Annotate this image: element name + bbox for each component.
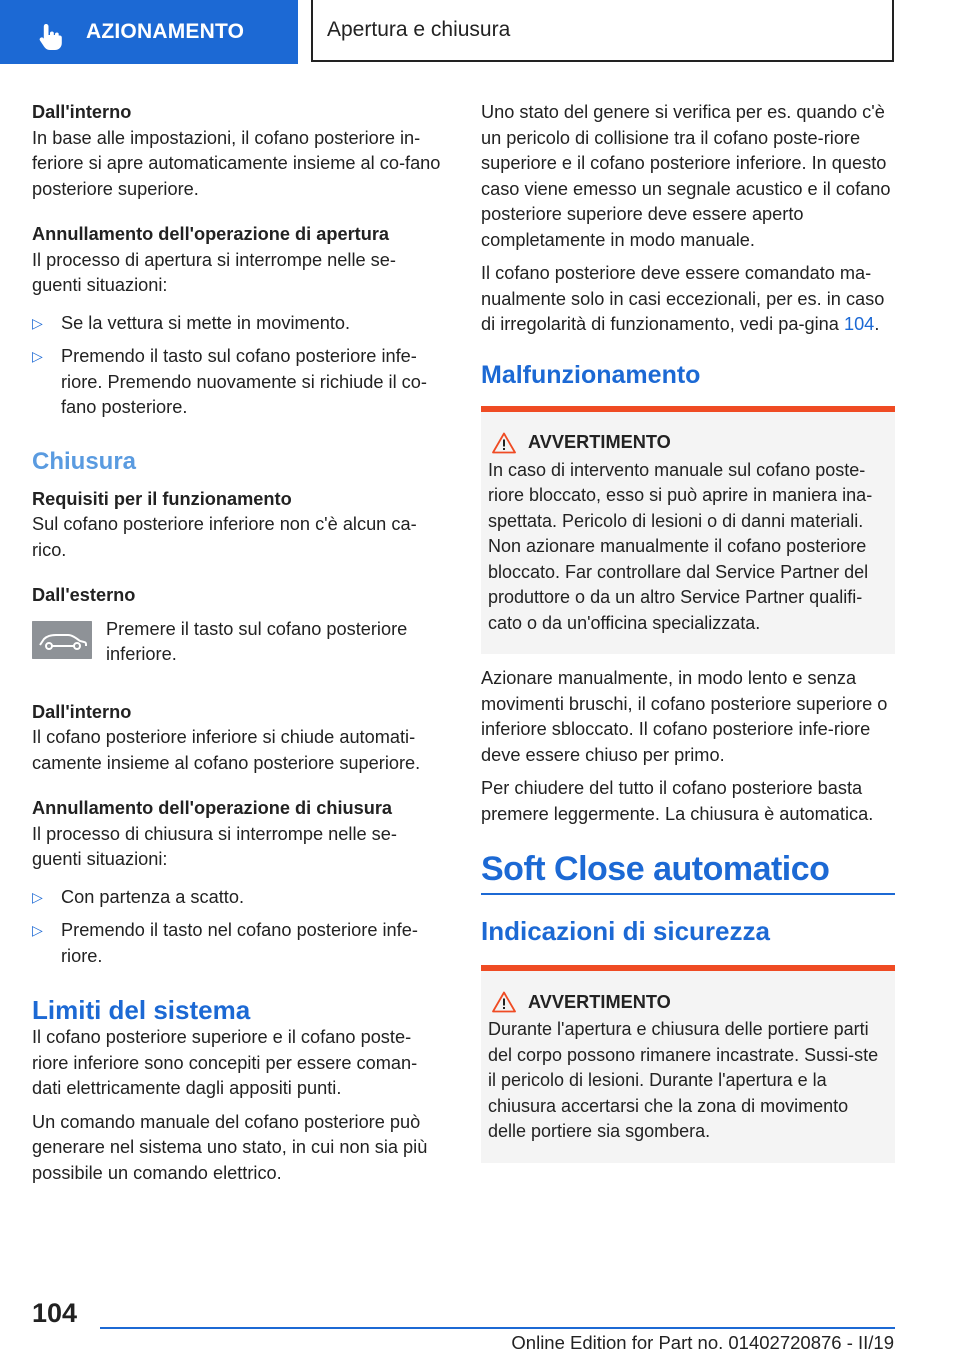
section-title: Apertura e chiusura	[327, 18, 511, 41]
paragraph: Uno stato del genere si verifica per es. quando c'è un pericolo di collisione tra il cofano poste-riore superiore e il cofano posteriore inferiore. In questo caso viene emesso un segnale acustico e il cofano posteriore superiore deve essere aperto completamente in modo manuale.	[481, 102, 891, 250]
subheading-from-outside: Dall'esterno	[32, 585, 136, 605]
triangle-bullet-icon: ▷	[32, 348, 43, 364]
right-column	[481, 100, 895, 1163]
paragraph: Il cofano posteriore inferiore si chiude automati-camente insieme al cofano posteriore superiore.	[32, 727, 421, 773]
warning-triangle-icon	[492, 991, 516, 1013]
subheading-from-inside: Dall'interno	[32, 102, 132, 122]
page-link[interactable]: 104	[843, 314, 875, 334]
warning-box	[481, 965, 895, 1163]
section-header	[311, 0, 894, 62]
subheading-cancel-opening: Annullamento dell'operazione di apertura	[32, 224, 390, 244]
paragraph: Il cofano posteriore deve essere comandato ma-nualmente solo in casi eccezionali, per es. in caso di irregolarità di funzionamento, vedi pa-gina 104.	[481, 263, 885, 334]
subheading-requirements: Requisiti per il funzionamento	[32, 488, 292, 509]
warning-box	[481, 406, 895, 655]
paragraph: In base alle impostazioni, il cofano posteriore in-feriore si apre automaticamente insieme al co-fano posteriore superiore.	[32, 127, 441, 199]
list-item: ▷ Se la vettura si mette in movimento.	[32, 311, 444, 337]
footer-divider	[100, 1327, 895, 1329]
warning-title: AVVERTIMENTO	[492, 991, 887, 1013]
warning-title: AVVERTIMENTO	[492, 432, 887, 454]
paragraph: Per chiudere del tutto il cofano posteriore basta premere leggermente. La chiusura è automatica.	[481, 778, 874, 824]
triangle-bullet-icon: ▷	[32, 922, 43, 938]
paragraph: Un comando manuale del cofano posteriore può generare nel sistema uno stato, in cui non sia più possibile un comando elettrico.	[32, 1111, 428, 1183]
subheading-from-inside-2: Dall'interno	[32, 701, 132, 722]
triangle-bullet-icon: ▷	[32, 314, 43, 331]
paragraph: Il cofano posteriore superiore e il cofano poste-riore inferiore sono concepiti per essere coman-dati elettricamente dagli appositi punti.	[32, 1027, 418, 1098]
list-item: ▷ Con partenza a scatto.	[32, 885, 444, 911]
edition-text: Online Edition for Part no. 01402720876 - II/19	[511, 1332, 894, 1353]
chapter-tab[interactable]	[0, 0, 298, 64]
subheading-cancel-closing: Annullamento dell'operazione di chiusura	[32, 798, 393, 818]
section-heading-soft-close: Soft Close automatico	[481, 849, 895, 895]
section-heading-sicurezza: Indicazioni di sicurezza	[481, 916, 770, 946]
paragraph: Il processo di apertura si interrompe nelle se-guenti situazioni:	[32, 249, 396, 295]
warning-text: Durante l'apertura e chiusura delle portiere parti del corpo possono rimanere incastrate. Sussi-ste il pericolo di lesioni. Durante l'apertura e la chiusura accertarsi che la zona di movimento delle portiere sia sgombera.	[488, 1019, 879, 1141]
chapter-label: AZIONAMENTO	[86, 20, 245, 43]
section-heading-malfunzionamento: Malfunzionamento	[481, 360, 701, 389]
list-item: ▷ Premendo il tasto sul cofano posteriore infe-riore. Premendo nuovamente si richiude il co-fano posteriore.	[32, 344, 444, 421]
warning-triangle-icon	[492, 432, 516, 454]
left-column	[32, 100, 444, 1186]
hand-pointer-icon	[36, 22, 66, 52]
page-number: 104	[32, 1298, 78, 1328]
list-item: ▷ Premendo il tasto nel cofano posteriore infe-riore.	[32, 918, 444, 969]
section-heading-limiti: Limiti del sistema	[32, 995, 251, 1025]
car-tailgate-button-icon	[32, 621, 92, 659]
triangle-bullet-icon: ▷	[32, 888, 43, 905]
warning-text: In caso di intervento manuale sul cofano poste-riore bloccato, esso si può aprire in maniera ina-spettata. Pericolo di lesioni o di danni materiali. Non azionare manualmente il cofano posteriore bloccato. Far controllare dal Service Partner del produttore o da un altro Service Partner qualifi-cato o da un'officina specializzata.	[488, 459, 873, 633]
section-heading-chiusura: Chiusura	[32, 447, 137, 475]
paragraph: Sul cofano posteriore inferiore non c'è alcun ca-rico.	[32, 514, 417, 560]
paragraph: Il processo di chiusura si interrompe nelle se-guenti situazioni:	[32, 823, 397, 869]
key-instruction-text: Premere il tasto sul cofano posteriore inferiore.	[106, 618, 408, 664]
paragraph: Azionare manualmente, in modo lento e senza movimenti bruschi, il cofano posteriore superiore o inferiore sbloccato. Il cofano posteriore infe-riore deve essere chiuso per primo.	[481, 668, 888, 765]
key-instruction	[32, 617, 444, 668]
